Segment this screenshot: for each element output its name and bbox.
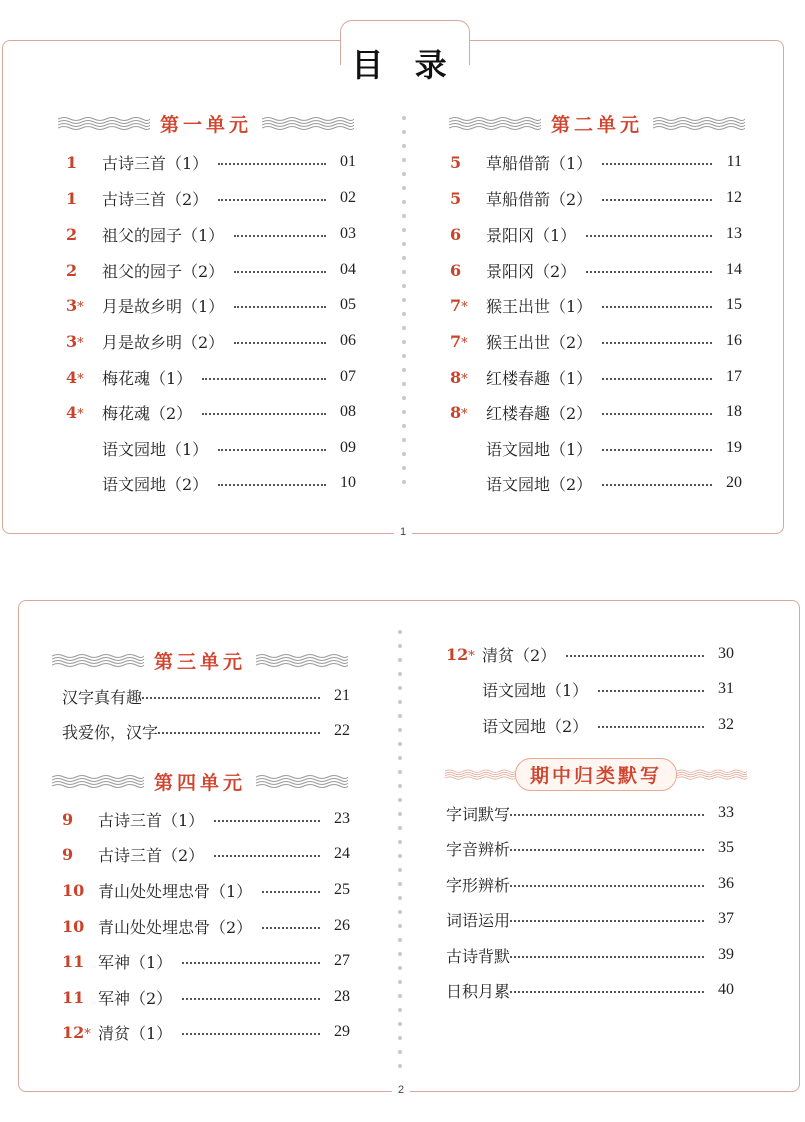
entry-title: 猴王出世（1） — [486, 296, 593, 316]
toc-entry[interactable] — [446, 872, 734, 896]
toc-entry[interactable] — [66, 400, 356, 424]
page-ref: 18 — [726, 403, 742, 420]
toc-entry[interactable] — [62, 1020, 350, 1044]
toc-entry[interactable] — [66, 365, 356, 389]
dot-leader — [510, 885, 704, 887]
toc-entry[interactable] — [450, 293, 742, 317]
dot-leader — [202, 413, 326, 415]
toc-entry[interactable] — [450, 400, 742, 424]
lesson-number: 4* — [66, 402, 84, 422]
page-ref: 13 — [726, 225, 742, 242]
wave-ornament-left — [449, 116, 541, 132]
lesson-number: 2 — [66, 224, 78, 244]
toc-entry[interactable] — [446, 907, 734, 931]
dot-leader — [602, 199, 712, 201]
entry-title: 字音辨析 — [446, 839, 511, 859]
toc-entry[interactable] — [446, 713, 734, 737]
lesson-number: 6 — [450, 224, 462, 244]
lesson-number: 7* — [450, 331, 468, 351]
unit-heading — [442, 110, 752, 137]
column-divider — [402, 116, 406, 494]
page-ref: 36 — [718, 875, 734, 892]
dot-leader — [214, 820, 320, 822]
page-1 — [0, 0, 805, 560]
dot-leader — [218, 199, 326, 201]
toc-entry[interactable] — [446, 642, 734, 666]
lesson-number: 6 — [450, 260, 462, 280]
dot-leader — [602, 413, 712, 415]
dot-leader — [234, 306, 326, 308]
entry-title: 古诗三首（1） — [98, 810, 205, 830]
entry-title: 字词默写 — [446, 804, 511, 824]
wave-ornament-right — [677, 767, 747, 783]
toc-entry[interactable] — [66, 222, 356, 246]
dot-leader — [214, 855, 320, 857]
toc-entry[interactable] — [62, 719, 350, 743]
dot-leader — [142, 697, 320, 699]
toc-entry[interactable] — [450, 186, 742, 210]
dot-leader — [182, 1033, 320, 1035]
toc-entry[interactable] — [66, 329, 356, 353]
unit-heading — [50, 768, 350, 795]
page-ref: 17 — [726, 368, 742, 385]
page-ref: 22 — [334, 722, 350, 739]
dot-leader — [234, 342, 326, 344]
wave-ornament-right — [262, 116, 354, 132]
dot-leader — [566, 655, 704, 657]
entry-title: 军神（1） — [98, 952, 173, 972]
toc-entry[interactable] — [450, 365, 742, 389]
toc-entry[interactable] — [450, 329, 742, 353]
dot-leader — [510, 991, 704, 993]
page-ref: 30 — [718, 645, 734, 662]
entry-title: 字形辨析 — [446, 875, 511, 895]
entry-title: 红楼春趣（2） — [486, 403, 593, 423]
entry-title: 祖父的园子（1） — [102, 225, 225, 245]
entry-title: 语文园地（1） — [102, 439, 209, 459]
unit-heading — [56, 110, 356, 137]
toc-entry[interactable] — [66, 436, 356, 460]
unit-heading — [50, 647, 350, 674]
page-ref: 35 — [718, 839, 734, 856]
toc-entry[interactable] — [66, 293, 356, 317]
toc-entry[interactable] — [66, 186, 356, 210]
entry-title: 语文园地（2） — [482, 716, 589, 736]
entry-title: 军神（2） — [98, 988, 173, 1008]
lesson-number: 11 — [62, 951, 85, 971]
toc-entry[interactable] — [62, 949, 350, 973]
dot-leader — [602, 378, 712, 380]
entry-title: 古诗三首（1） — [102, 153, 209, 173]
entry-title: 梅花魂（2） — [102, 403, 193, 423]
dot-leader — [182, 962, 320, 964]
toc-entry[interactable] — [446, 801, 734, 825]
dot-leader — [602, 342, 712, 344]
dot-leader — [218, 163, 326, 165]
page-ref: 11 — [726, 153, 742, 170]
entry-title: 古诗三首（2） — [98, 845, 205, 865]
entry-title: 梅花魂（1） — [102, 368, 193, 388]
toc-entry[interactable] — [446, 677, 734, 701]
page-ref: 02 — [340, 189, 356, 206]
dot-leader — [598, 690, 704, 692]
page-ref: 32 — [718, 716, 734, 733]
toc-entry[interactable] — [62, 842, 350, 866]
entry-title: 古诗三首（2） — [102, 189, 209, 209]
page-ref: 09 — [340, 439, 356, 456]
lesson-number: 3* — [66, 295, 84, 315]
lesson-number: 5 — [450, 188, 462, 208]
page-ref: 39 — [718, 946, 734, 963]
page-ref: 31 — [718, 680, 734, 697]
entry-title: 月是故乡明（2） — [102, 332, 225, 352]
toc-entry[interactable] — [62, 914, 350, 938]
page-ref: 21 — [334, 687, 350, 704]
dot-leader — [602, 306, 712, 308]
midterm-heading — [436, 758, 756, 791]
unit-heading-text: 第一单元 — [159, 114, 252, 136]
page-ref: 06 — [340, 332, 356, 349]
page-ref: 01 — [340, 153, 356, 170]
lesson-number: 7* — [450, 295, 468, 315]
entry-title: 景阳冈（2） — [486, 261, 577, 281]
dot-leader — [602, 163, 712, 165]
dot-leader — [586, 235, 712, 237]
toc-entry[interactable] — [62, 878, 350, 902]
lesson-number: 12* — [446, 644, 475, 664]
entry-title: 月是故乡明（1） — [102, 296, 225, 316]
entry-title: 红楼春趣（1） — [486, 368, 593, 388]
entry-title: 草船借箭（2） — [486, 189, 593, 209]
entry-title: 语文园地（2） — [486, 474, 593, 494]
dot-leader — [262, 891, 320, 893]
dot-leader — [510, 920, 704, 922]
entry-title: 语文园地（1） — [486, 439, 593, 459]
dot-leader — [602, 484, 712, 486]
lesson-number: 5 — [450, 152, 462, 172]
page-ref: 15 — [726, 296, 742, 313]
page-ref: 37 — [718, 910, 734, 927]
entry-title: 清贫（1） — [98, 1023, 173, 1043]
toc-entry[interactable] — [450, 222, 742, 246]
page-ref: 29 — [334, 1023, 350, 1040]
lesson-number: 10 — [62, 880, 85, 900]
toc-entry[interactable] — [446, 943, 734, 967]
page-ref: 20 — [726, 474, 742, 491]
dot-leader — [234, 235, 326, 237]
page-ref: 12 — [726, 189, 742, 206]
lesson-number: 12* — [62, 1022, 91, 1042]
lesson-number: 9 — [62, 809, 74, 829]
dot-leader — [182, 998, 320, 1000]
entry-title: 草船借箭（1） — [486, 153, 593, 173]
toc-entry[interactable] — [450, 150, 742, 174]
lesson-number: 8* — [450, 402, 468, 422]
entry-title: 景阳冈（1） — [486, 225, 577, 245]
wave-ornament-right — [256, 653, 348, 669]
page-ref: 14 — [726, 261, 742, 278]
page-number: 2 — [392, 1084, 410, 1096]
toc-entry[interactable] — [66, 258, 356, 282]
toc-entry[interactable] — [62, 807, 350, 831]
wave-ornament-right — [256, 774, 348, 790]
toc-entry[interactable] — [66, 471, 356, 495]
toc-entry[interactable] — [450, 436, 742, 460]
page-ref: 04 — [340, 261, 356, 278]
toc-entry[interactable] — [62, 985, 350, 1009]
wave-ornament-left — [445, 767, 515, 783]
lesson-number: 10 — [62, 916, 85, 936]
wave-ornament-left — [52, 774, 144, 790]
dot-leader — [510, 814, 704, 816]
entry-title: 青山处处埋忠骨（1） — [98, 881, 253, 901]
entry-title: 古诗背默 — [446, 946, 511, 966]
entry-title: 词语运用 — [446, 910, 511, 930]
entry-title: 语文园地（1） — [482, 680, 589, 700]
lesson-number: 4* — [66, 367, 84, 387]
page-ref: 10 — [340, 474, 356, 491]
lesson-number: 9 — [62, 844, 74, 864]
unit-heading-text: 第二单元 — [550, 114, 643, 136]
entry-title: 青山处处埋忠骨（2） — [98, 917, 253, 937]
wave-ornament-left — [58, 116, 150, 132]
lesson-number: 11 — [62, 987, 85, 1007]
toc-entry[interactable] — [450, 471, 742, 495]
page-number: 1 — [394, 526, 412, 538]
wave-ornament-left — [52, 653, 144, 669]
dot-leader — [602, 449, 712, 451]
entry-title: 猴王出世（2） — [486, 332, 593, 352]
page-ref: 03 — [340, 225, 356, 242]
toc-entry[interactable] — [66, 150, 356, 174]
page-ref: 08 — [340, 403, 356, 420]
toc-entry[interactable] — [62, 684, 350, 708]
page-2 — [0, 560, 805, 1122]
lesson-number: 8* — [450, 367, 468, 387]
dot-leader — [598, 726, 704, 728]
toc-entry[interactable] — [446, 836, 734, 860]
lesson-number: 1 — [66, 188, 78, 208]
page-ref: 26 — [334, 917, 350, 934]
entry-title: 日积月累 — [446, 981, 511, 1001]
lesson-number: 1 — [66, 152, 78, 172]
midterm-heading-text: 期中归类默写 — [515, 758, 677, 791]
dot-leader — [218, 449, 326, 451]
page-ref: 19 — [726, 439, 742, 456]
entry-title: 汉字真有趣 — [62, 687, 143, 707]
page-ref: 23 — [334, 810, 350, 827]
unit-heading-text: 第三单元 — [153, 651, 246, 673]
lesson-number: 2 — [66, 260, 78, 280]
page-ref: 28 — [334, 988, 350, 1005]
unit-heading-text: 第四单元 — [153, 772, 246, 794]
dot-leader — [262, 927, 320, 929]
dot-leader — [510, 849, 704, 851]
entry-title: 语文园地（2） — [102, 474, 209, 494]
page-ref: 16 — [726, 332, 742, 349]
dot-leader — [202, 378, 326, 380]
page-title: 目 录 — [351, 46, 457, 84]
dot-leader — [586, 271, 712, 273]
toc-entry[interactable] — [450, 258, 742, 282]
page-ref: 25 — [334, 881, 350, 898]
page-ref: 07 — [340, 368, 356, 385]
entry-title: 清贫（2） — [482, 645, 557, 665]
dot-leader — [510, 956, 704, 958]
dot-leader — [218, 484, 326, 486]
wave-ornament-right — [653, 116, 745, 132]
entry-title: 我爱你，汉字 — [62, 722, 159, 742]
page-ref: 27 — [334, 952, 350, 969]
page-ref: 05 — [340, 296, 356, 313]
dot-leader — [158, 732, 320, 734]
page-ref: 24 — [334, 845, 350, 862]
toc-entry[interactable] — [446, 978, 734, 1002]
page-ref: 33 — [718, 804, 734, 821]
page-ref: 40 — [718, 981, 734, 998]
column-divider — [398, 630, 402, 1078]
entry-title: 祖父的园子（2） — [102, 261, 225, 281]
dot-leader — [234, 271, 326, 273]
lesson-number: 3* — [66, 331, 84, 351]
